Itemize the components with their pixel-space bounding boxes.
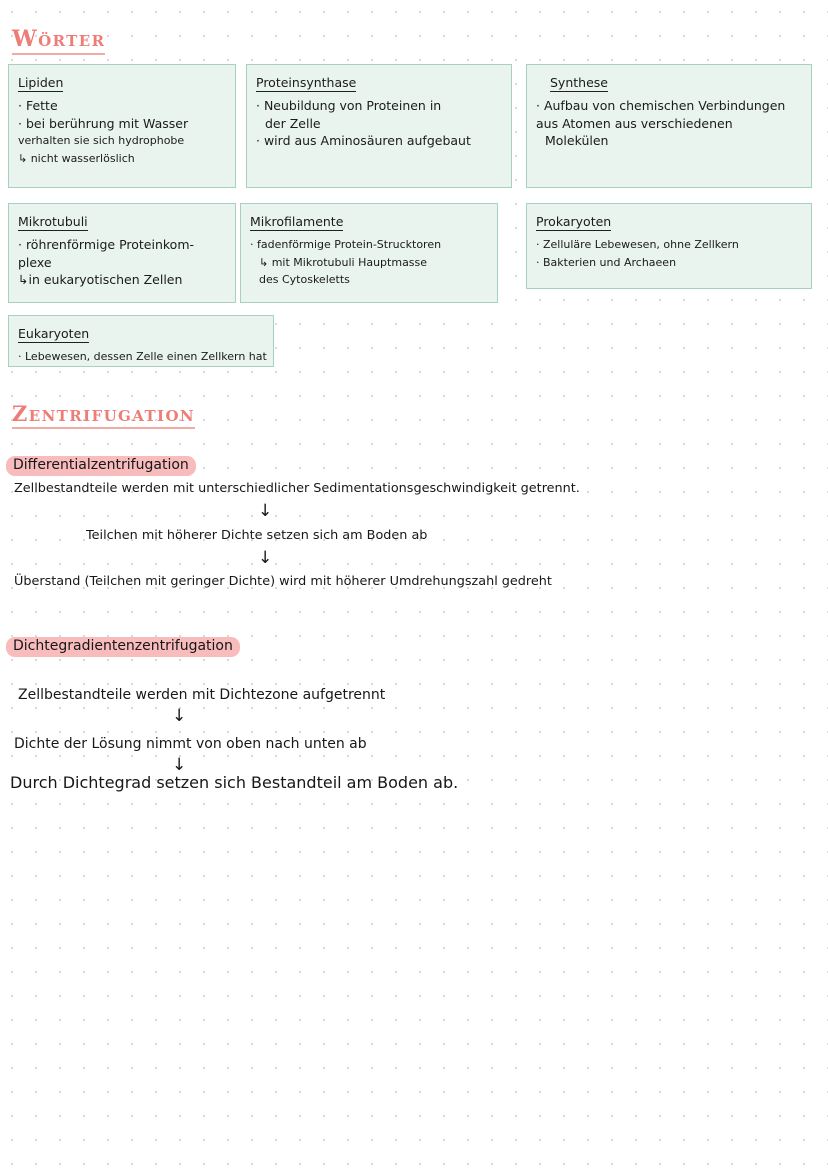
note-box-proteinsynthase [246,64,512,188]
section-heading-woerter-label: Wörter [12,26,106,52]
note-box-prokaryoten-line-1: · Zelluläre Lebewesen, ohne Zellkern [536,238,739,251]
note-box-lipiden [8,64,236,188]
differential-step-3: Überstand (Teilchen mit geringer Dichte) wird mit höherer Umdrehungszahl gedreht [14,574,552,589]
note-box-prokaryoten-line-2: · Bakterien und Archaeen [536,255,677,269]
note-box-synthese [526,64,812,188]
dichtegradient-step-1: Zellbestandteile werden mit Dichtezone aufgetrennt [18,687,386,703]
dichtegradient-step-3: Durch Dichtegrad setzen sich Bestandteil am Boden ab. [10,773,459,792]
subheading-differentialzentrifugation: Differentialzentrifugation [6,456,196,476]
note-box-lipiden-line-3: verhalten sie sich hydrophobe [18,134,185,147]
note-box-mikrotubuli-line-1: · röhrenförmige Proteinkom- [18,237,195,252]
down-arrow-icon: ↓ [258,501,273,521]
note-box-lipiden-title: Lipiden [18,75,64,90]
note-box-mikrotubuli [8,203,236,303]
down-arrow-icon: ↓ [172,706,187,726]
differential-step-1: Zellbestandteile werden mit unterschiedlicher Sedimentationsgeschwindigkeit getrennt. [14,481,580,496]
down-arrow-icon: ↓ [172,755,187,775]
note-box-mikrofilamente-line-1: · fadenförmige Protein-Strucktoren [250,238,442,251]
note-box-synthese-title: Synthese [550,75,608,90]
note-box-mikrofilamente-title: Mikrofilamente [250,214,344,229]
note-box-lipiden-line-4: ↳ nicht wasserlöslich [18,151,135,165]
differential-step-2: Teilchen mit höherer Dichte setzen sich am Boden ab [86,528,428,543]
note-box-prokaryoten-title: Prokaryoten [536,214,612,229]
down-arrow-icon: ↓ [258,548,273,568]
note-box-mikrotubuli-line-3: ↳in eukaryotischen Zellen [18,272,183,287]
subheading-dichtegradientenzentrifugation: Dichtegradientenzentrifugation [6,637,240,657]
note-box-mikrotubuli-line-2: plexe [18,254,52,270]
note-box-eukaryoten-title: Eukaryoten [18,326,90,341]
note-box-prokaryoten [526,203,812,289]
note-box-proteinsynthase-title: Proteinsynthase [256,75,357,90]
note-box-synthese-line-3: Molekülen [545,133,609,148]
note-box-proteinsynthase-line-1: · Neubildung von Proteinen in [256,98,442,113]
note-box-eukaryoten [8,315,274,367]
note-box-mikrofilamente-line-2: ↳ mit Mikrotubuli Hauptmasse [259,255,428,269]
dichtegradient-step-2: Dichte der Lösung nimmt von oben nach unten ab [14,736,367,752]
note-box-lipiden-line-2: · bei berührung mit Wasser [18,115,189,131]
note-box-mikrotubuli-title: Mikrotubuli [18,214,88,229]
section-heading-woerter-underline [12,53,105,55]
note-box-mikrofilamente-line-3: des Cytoskeletts [259,273,350,286]
section-heading-zentrifugation [12,401,195,429]
note-box-proteinsynthase-line-2: der Zelle [265,115,321,131]
section-heading-woerter [12,26,105,55]
note-box-synthese-line-1: · Aufbau von chemischen Verbindungen [536,98,786,113]
section-heading-zentrifugation-underline [12,427,195,429]
section-heading-zentrifugation-label: Zentrifugation [12,401,196,426]
note-box-lipiden-line-1: · Fette [18,98,58,113]
note-box-eukaryoten-line-1: · Lebewesen, dessen Zelle einen Zellkern hat [18,350,267,363]
note-box-synthese-line-2: aus Atomen aus verschiedenen [536,115,733,131]
note-box-proteinsynthase-line-3: · wird aus Aminosäuren aufgebaut [256,133,471,148]
note-box-mikrofilamente [240,203,498,303]
